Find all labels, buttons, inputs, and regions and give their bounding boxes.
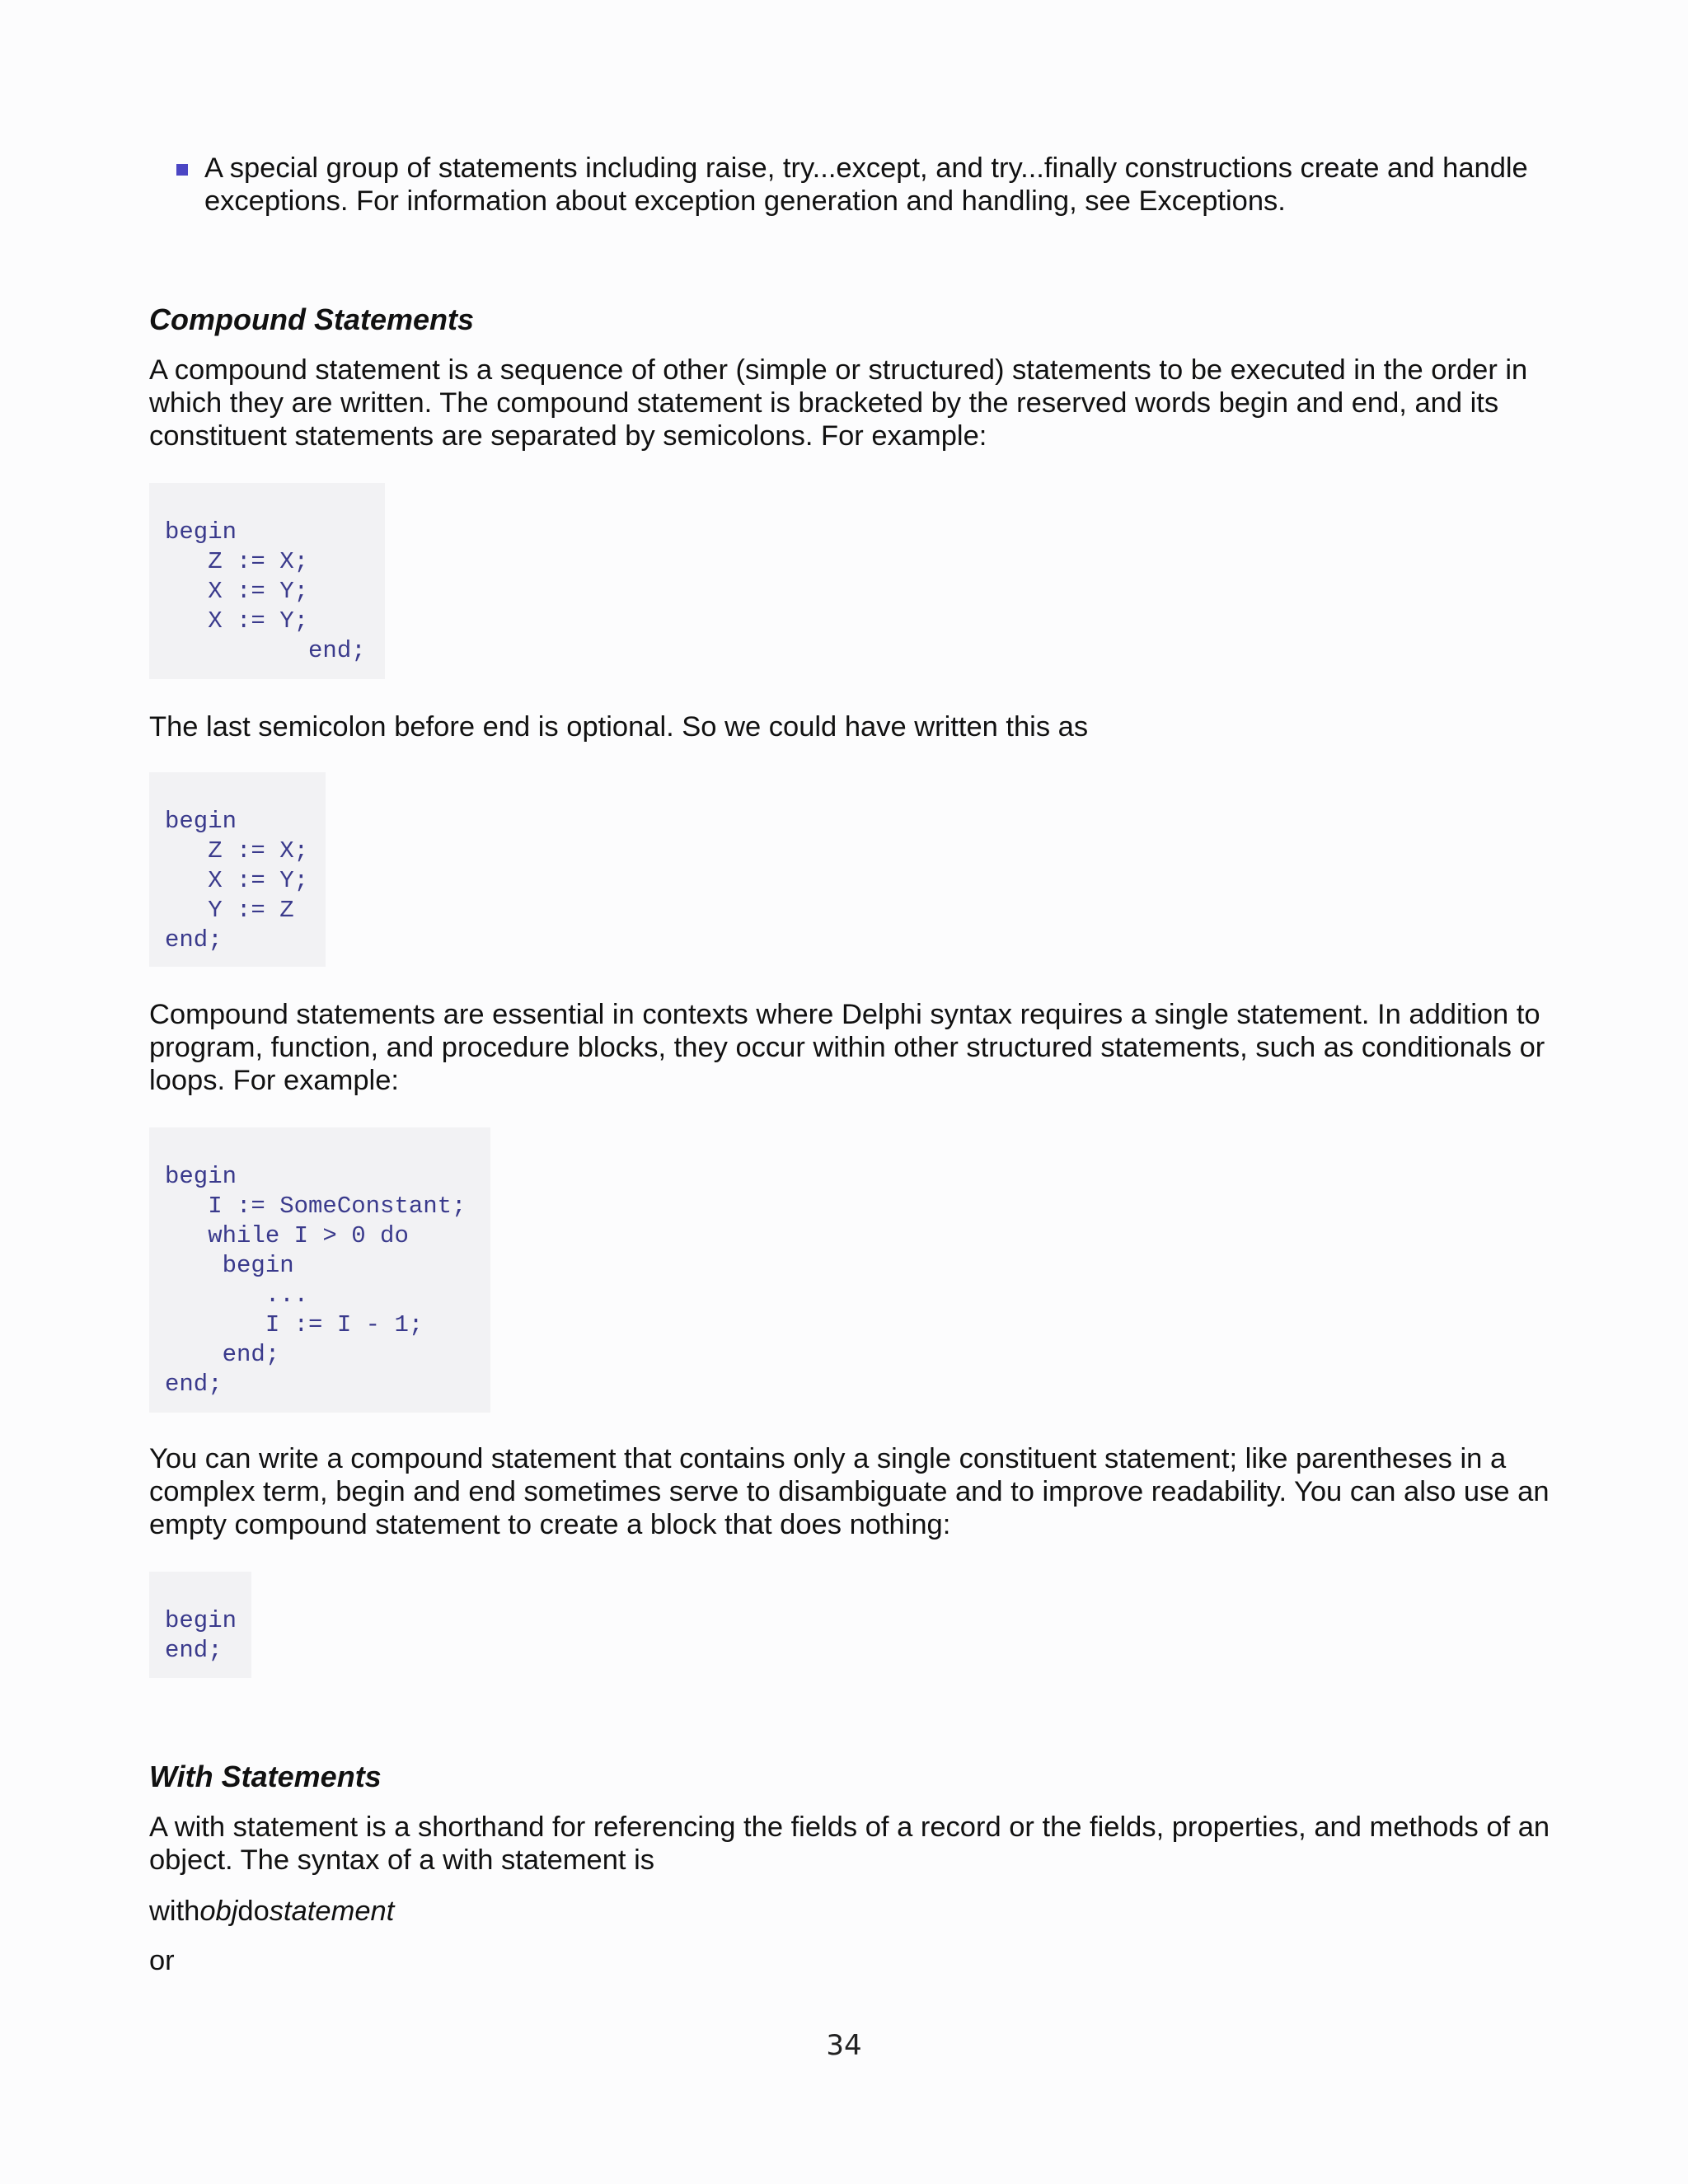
syntax-arg-obj: obj [199,1896,238,1927]
code-line: I := SomeConstant; [165,1193,467,1220]
code-line: begin [165,808,237,835]
code-block-3 [149,1127,490,1413]
code-line: end; [165,637,366,664]
code-line: end; [165,1341,280,1368]
code-line: I := I - 1; [165,1311,424,1338]
document-page [149,0,1558,2184]
code-line: Z := X; [165,548,309,575]
section-heading-compound: Compound Statements [149,302,475,336]
code-line: ... [165,1282,309,1309]
code-line: end; [165,1371,223,1398]
code-line: X := Y; [165,867,309,894]
code-line: end; [165,926,223,954]
code-block-1 [149,483,385,679]
code-line: X := Y; [165,578,309,605]
code-line: begin [165,1252,294,1279]
code-line: Y := Z [165,897,294,924]
code-line: Z := X; [165,837,309,865]
compound-paragraph-3: Compound statements are essential in contexts where Delphi syntax requires a single statement. In addition to program, function, and procedure blocks, they occur within other structured statements, such as conditionals or loops. For example: [149,999,1553,1096]
code-block-4 [149,1572,251,1678]
syntax-keyword-with: with [149,1896,200,1927]
code-line: begin [165,1607,237,1634]
bullet-text: A special group of statements including raise, try...except, and try...finally constructions create and handle exceptions. For information about exception generation and handling, see Exceptions. [204,152,1536,217]
code-line: while I > 0 do [165,1222,409,1249]
with-or-text: or [149,1945,175,1976]
compound-paragraph-2: The last semicolon before end is optional. So we could have written this as [149,711,1089,743]
code-line: begin [165,1163,237,1190]
syntax-arg-statement: statement [269,1896,395,1927]
code-block-2 [149,772,326,967]
code-line: end; [165,1637,223,1664]
with-intro-paragraph: A with statement is a shorthand for referencing the fields of a record or the fields, properties, and methods of an object. The syntax of a with statement is [149,1811,1558,1876]
compound-paragraph-4: You can write a compound statement that contains only a single constituent statement; like parentheses in a complex term, begin and end sometimes serve to disambiguate and to improve readability. You can also use an empty compound statement to create a block that does nothing: [149,1443,1558,1540]
section-heading-with: With Statements [149,1760,382,1793]
code-line: begin [165,518,237,546]
compound-intro-paragraph: A compound statement is a sequence of other (simple or structured) statements to be executed in the order in which they are written. The compound statement is bracketed by the reserved words begin and end, and its constituent statements are separated by semicolons. For example: [149,354,1536,452]
code-line: X := Y; [165,607,309,635]
bullet-item [176,152,1550,218]
bullet-square-icon [176,164,188,176]
with-syntax-line [149,1895,1550,1928]
page-number: 34 [826,2029,862,2062]
syntax-keyword-do: do [237,1896,270,1927]
